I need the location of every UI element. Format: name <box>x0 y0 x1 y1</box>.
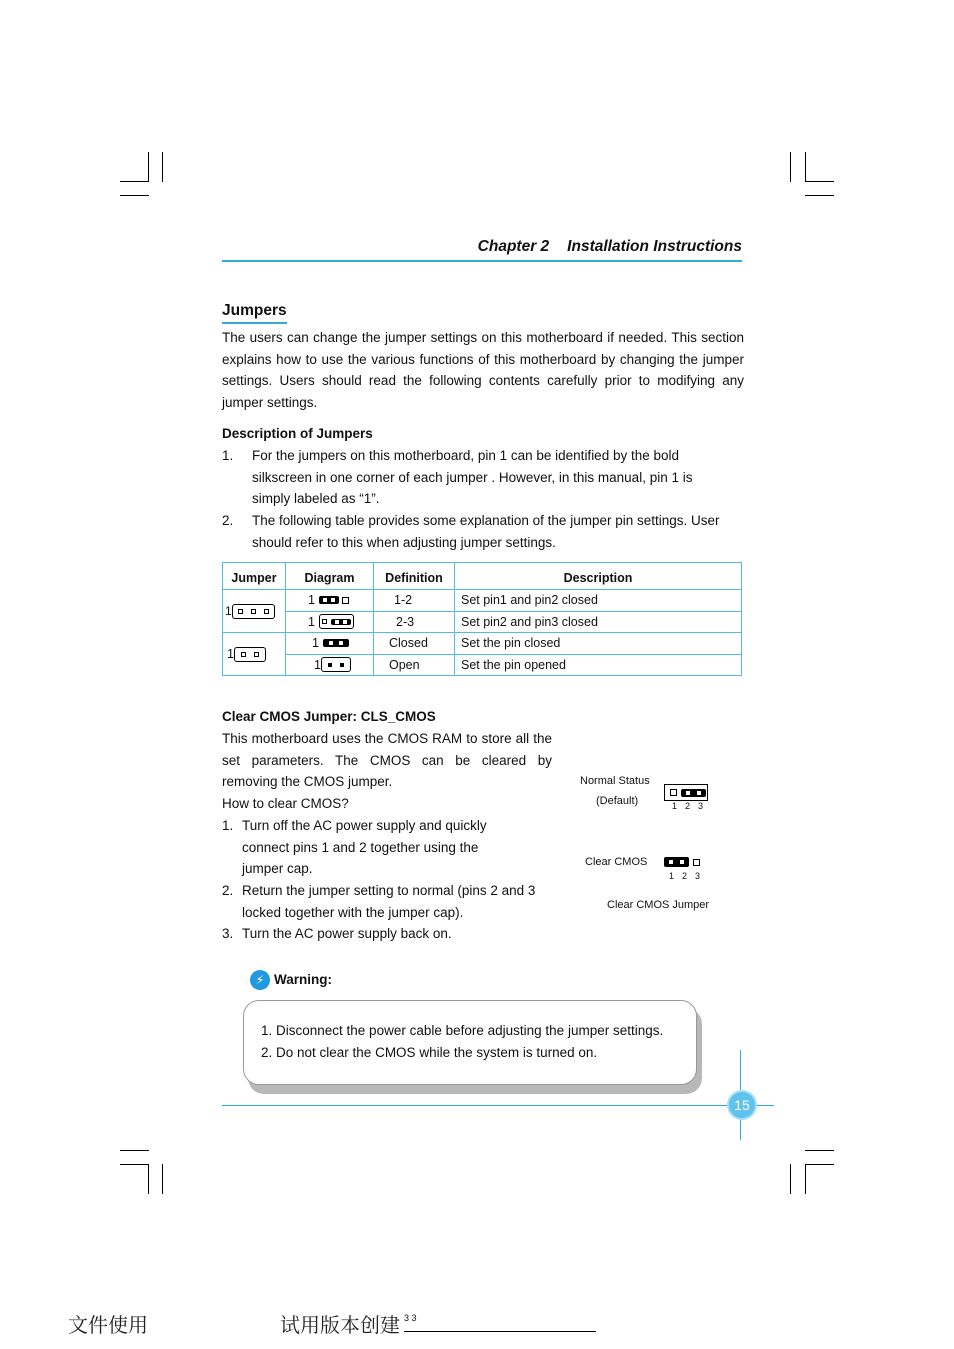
diagram-cell <box>286 611 374 633</box>
crop-mark <box>148 1164 149 1194</box>
jumper-2-3-closed-icon <box>308 614 354 629</box>
column-header: Description <box>455 563 742 590</box>
crop-mark <box>790 1164 791 1194</box>
description-cell: Set the pin opened <box>455 654 742 676</box>
list-text: The following table provides some explanation of the jumper pin settings. User should refer to this when adjusting jumper settings. <box>252 513 720 550</box>
pin1-label: 1 <box>225 604 232 618</box>
jumper-1-2-closed-icon <box>308 593 349 607</box>
pin-numbers: 123 <box>669 871 709 881</box>
page-header <box>222 238 742 256</box>
warning-title: Warning: <box>274 972 332 987</box>
jumper-3pin-icon <box>225 604 275 619</box>
list-item <box>222 923 542 945</box>
diagram-cell <box>286 633 374 655</box>
footer-rule <box>222 1105 774 1106</box>
jumper-2pin-icon <box>227 647 266 662</box>
cmos-question: How to clear CMOS? <box>222 796 349 811</box>
pin1-label: 1 <box>314 657 321 672</box>
crop-mark <box>790 152 791 182</box>
list-item <box>222 815 542 880</box>
warning-icon: ⚡ <box>250 970 270 990</box>
crop-mark <box>162 152 163 182</box>
header-rule <box>222 260 742 262</box>
description-cell: Set the pin closed <box>455 633 742 655</box>
diagram-cell <box>286 654 374 676</box>
crop-mark <box>805 181 834 182</box>
column-header: Jumper <box>223 563 286 590</box>
crop-mark <box>805 1164 834 1165</box>
table-header-row <box>223 563 742 590</box>
jumpers-intro: The users can change the jumper settings on this motherboard if needed. This section explains how to use the various functions of this motherboard by changing the jumper settings. Users should read the following contents carefully prior to modifying any jumper settings. <box>222 330 744 411</box>
definition-cell: Closed <box>374 633 455 655</box>
jumper-3pin-cell <box>223 590 286 633</box>
footer-vertical-rule <box>740 1050 741 1090</box>
cmos-heading: Clear CMOS Jumper: CLS_CMOS <box>222 709 436 724</box>
list-number: 1. <box>222 448 234 463</box>
list-item <box>222 510 744 553</box>
normal-status-label: Normal Status <box>580 775 650 787</box>
chapter-title: Installation Instructions <box>567 238 742 255</box>
description-cell: Set pin1 and pin2 closed <box>455 590 742 612</box>
diagram-cell <box>286 590 374 612</box>
crop-mark <box>120 1150 149 1151</box>
column-header: Diagram <box>286 563 374 590</box>
list-number: 2. <box>222 513 234 528</box>
crop-mark <box>120 181 149 182</box>
list-text: Turn the AC power supply back on. <box>242 926 452 941</box>
page-number: 15 <box>727 1090 757 1120</box>
jumper-open-icon <box>314 657 351 672</box>
pin1-label: 1 <box>227 647 234 661</box>
jumper-2pin-cell <box>223 633 286 676</box>
watermark-sup: 3 3 <box>404 1313 417 1323</box>
watermark-right: 试用版本创建 <box>280 1313 400 1337</box>
table-row <box>223 590 742 612</box>
default-label: (Default) <box>596 795 639 807</box>
crop-mark <box>805 1164 806 1194</box>
list-number: 3. <box>222 926 234 941</box>
pin1-label: 1 <box>308 614 315 629</box>
clear-cmos-label: Clear CMOS <box>585 856 648 868</box>
jumper-table <box>222 562 742 676</box>
warning-item: 2. Do not clear the CMOS while the system is turned on. <box>261 1044 598 1060</box>
definition-cell: 1-2 <box>374 590 455 612</box>
list-item <box>222 445 744 510</box>
list-text: For the jumpers on this motherboard, pin 1 can be identified by the bold silkscreen in one corner of each jumper . However, in this manual, pin 1 is simply labeled as “1”. <box>252 448 693 507</box>
column-header: Definition <box>374 563 455 590</box>
cmos-intro: This motherboard uses the CMOS RAM to store all the set parameters. The CMOS can be cleared by removing the CMOS jumper. <box>222 731 552 790</box>
definition-cell: Open <box>374 654 455 676</box>
crop-mark <box>805 152 806 182</box>
watermark-left: 文件使用 <box>68 1313 148 1337</box>
figure-caption: Clear CMOS Jumper <box>607 899 710 911</box>
footer-vertical-rule <box>740 1118 741 1140</box>
crop-mark <box>805 195 834 196</box>
crop-mark <box>120 195 149 196</box>
definition-cell: 2-3 <box>374 611 455 633</box>
pin1-label: 1 <box>308 593 315 608</box>
list-number: 2. <box>222 883 234 898</box>
table-row <box>223 654 742 676</box>
crop-mark <box>805 1150 834 1151</box>
table-row <box>223 611 742 633</box>
list-number: 1. <box>222 818 234 833</box>
list-text: Turn off the AC power supply and quickly connect pins 1 and 2 together using the jumper cap. <box>242 818 487 877</box>
description-heading: Description of Jumpers <box>222 426 373 441</box>
chapter-label: Chapter 2 <box>477 238 550 255</box>
jumper-closed-icon <box>312 636 349 650</box>
list-item <box>222 880 542 923</box>
description-cell: Set pin2 and pin3 closed <box>455 611 742 633</box>
section-heading-jumpers: Jumpers <box>222 302 287 324</box>
jumper-clear-icon <box>664 851 700 869</box>
crop-mark <box>148 152 149 182</box>
watermark-underline <box>404 1331 596 1332</box>
warning-item: 1. Disconnect the power cable before adjusting the jumper settings. <box>261 1023 664 1038</box>
pin-numbers: 123 <box>672 801 712 811</box>
warning-list <box>261 1020 663 1063</box>
jumper-normal-icon <box>664 783 708 801</box>
table-row <box>223 633 742 655</box>
pin1-label: 1 <box>312 636 319 651</box>
crop-mark <box>162 1164 163 1194</box>
crop-mark <box>120 1164 149 1165</box>
list-text: Return the jumper setting to normal (pins 2 and 3 locked together with the jumper cap). <box>242 883 536 920</box>
